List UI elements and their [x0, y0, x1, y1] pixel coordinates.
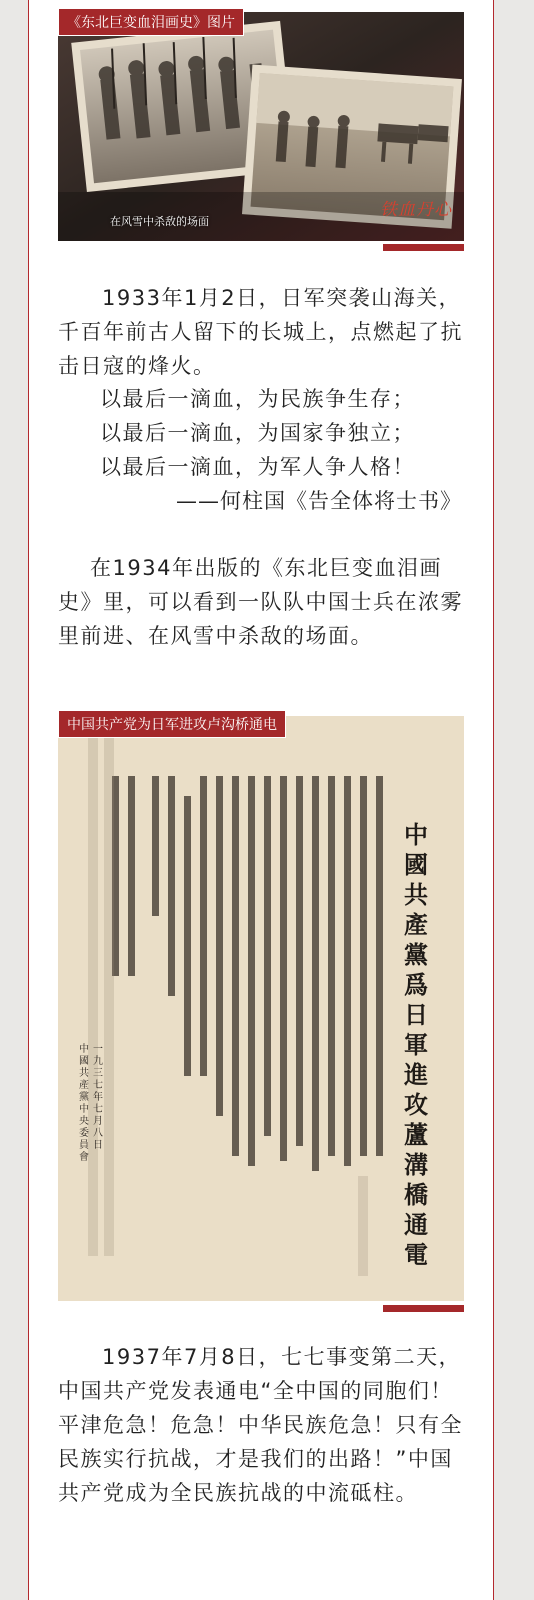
telegram-document-image — [58, 716, 464, 1301]
figure1-logo: 铁血丹心 — [380, 200, 452, 220]
poem-line-2: 以最后一滴血，为国家争独立； — [100, 421, 415, 445]
paragraph-3: 1937年7月8日，七七事变第二天，中国共产党发表通电“全中国的同胞们！平津危急！危急！中华民族危急！只有全民族实行抗战，才是我们的出路！”中国共产党成为全民族抗战的中流砥柱。 — [58, 1345, 463, 1505]
document-date: 一九三七年七月八日 — [93, 1044, 103, 1151]
poem-line-1: 以最后一滴血，为民族争生存； — [100, 387, 415, 411]
figure1-caption: 在风雪中杀敌的场面 — [110, 215, 209, 228]
poem-attribution: ——何柱国《告全体将士书》 — [176, 489, 462, 513]
poem-line-3: 以最后一滴血，为军人争人格！ — [100, 455, 415, 479]
figure2-tag: 中国共产党为日军进攻卢沟桥通电 — [58, 710, 286, 738]
figure2-accent-bar — [383, 1305, 464, 1312]
paragraph-1: 1933年1月2日，日军突袭山海关，千百年前古人留下的长城上，点燃起了抗击日寇的烽火。 — [58, 286, 463, 378]
figure1-accent-bar — [383, 244, 464, 251]
document-signature: 中國共產黨中央委員會 — [79, 1044, 89, 1163]
figure1-tag: 《东北巨变血泪画史》图片 — [58, 8, 244, 36]
paragraph-2: 在1934年出版的《东北巨变血泪画史》里，可以看到一队队中国士兵在浓雾里前进、在风雪中杀敌的场面。 — [58, 556, 463, 648]
document-title: 中國共產黨爲日軍進攻蘆溝橋通電 — [404, 820, 428, 1269]
